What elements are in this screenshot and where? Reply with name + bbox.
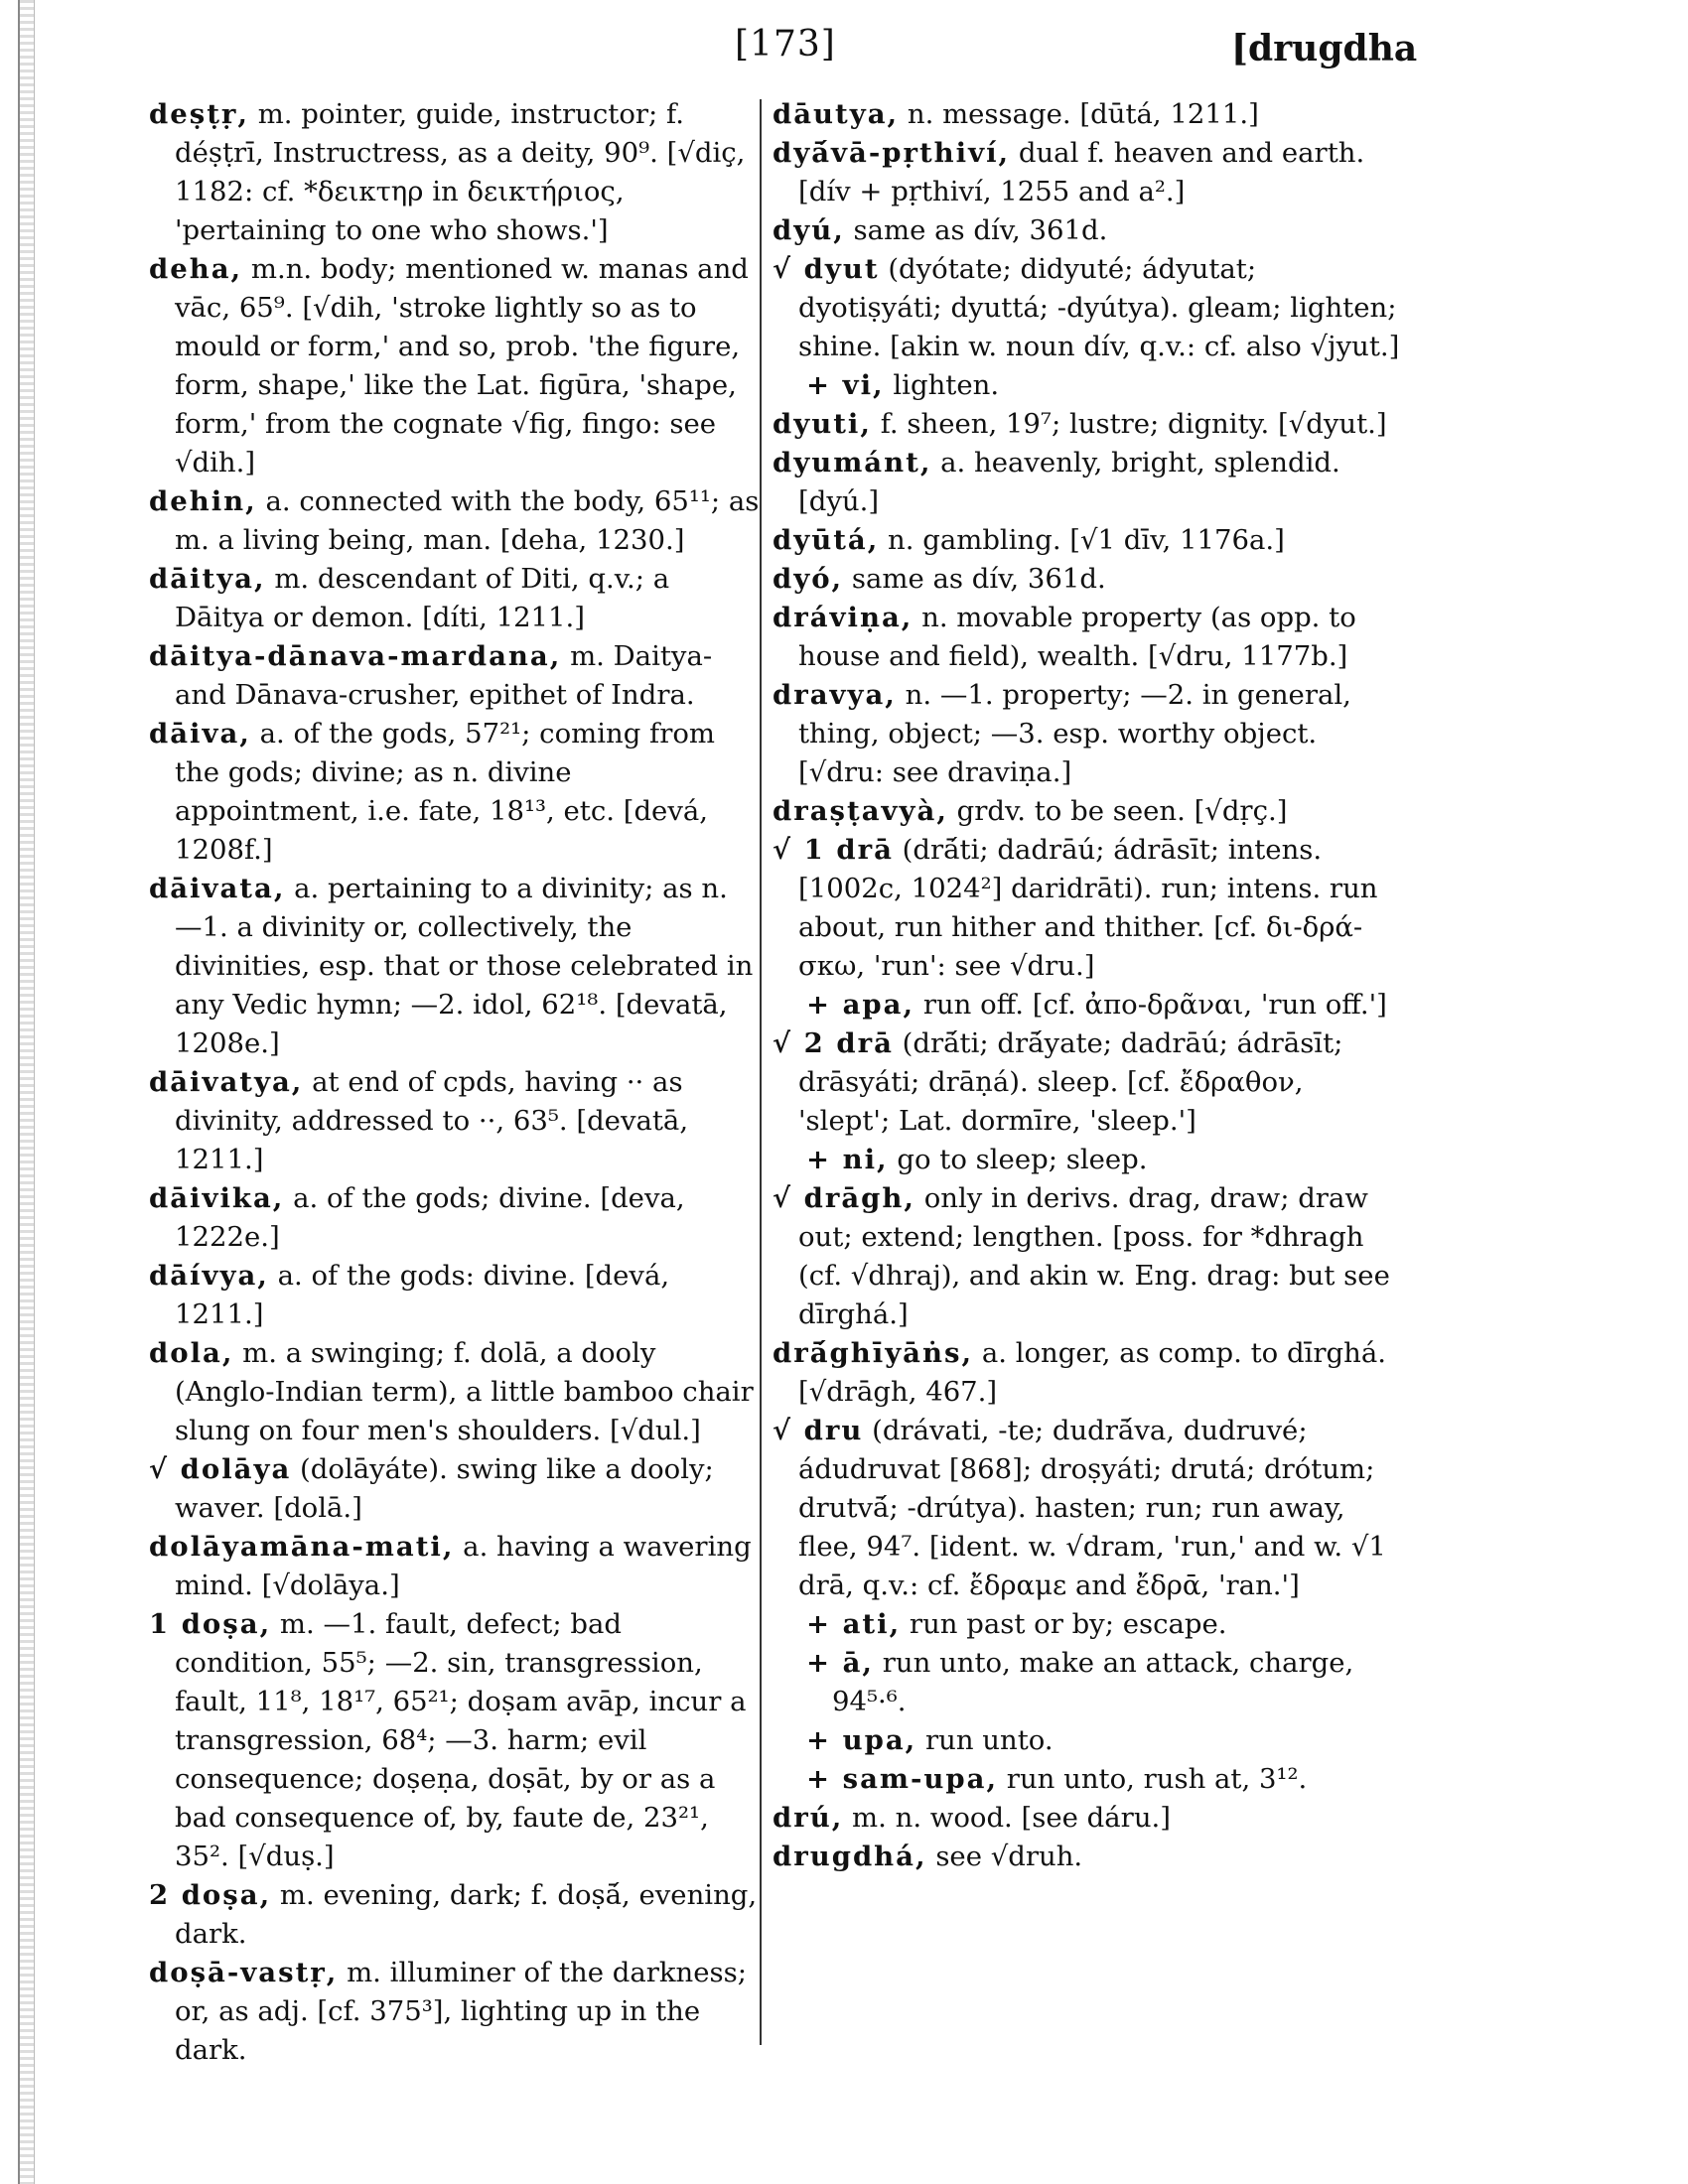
dictionary-entry <box>773 1838 1400 1876</box>
headword: √ dru <box>773 1415 864 1446</box>
headword: dyumánt, <box>773 447 932 478</box>
definition: a. of the gods: divine. [devá, 1211.] <box>175 1260 670 1330</box>
headword: dāivika, <box>149 1182 285 1214</box>
definition: n. message. [dūtá, 1211.] <box>907 98 1259 130</box>
left-column <box>149 95 760 2070</box>
dictionary-entry <box>149 870 760 1063</box>
headword: dāiva, <box>149 718 251 750</box>
headword: + ni, <box>806 1144 889 1175</box>
sub-entry <box>773 986 1400 1024</box>
definition: m.n. body; mentioned w. manas and vāc, 65⁹. [√dih, 'stroke lightly so as to mould or form,' and so, prob. 'the figure, form, shape,' like the Lat. figūra, 'shape, form,' from the cognate √fig, fingo: see √dih.] <box>175 253 749 478</box>
definition: same as dív, 361d. <box>851 563 1106 595</box>
sub-entry <box>773 1760 1400 1799</box>
definition: m. n. wood. [see dáru.] <box>852 1802 1171 1834</box>
definition: dual f. heaven and earth. [dív + pṛthiví, 1255 and a².] <box>798 137 1365 207</box>
dictionary-entry <box>149 1063 760 1179</box>
sub-entry <box>773 1644 1400 1721</box>
sub-entry <box>773 1141 1400 1179</box>
headword: dāitya, <box>149 563 266 595</box>
definition: m. descendant of Diti, q.v.; a Dāitya or demon. [díti, 1211.] <box>175 563 670 633</box>
headword: √ drāgh, <box>773 1182 915 1214</box>
dictionary-entry <box>773 792 1400 831</box>
headword: dolāyamāna-mati, <box>149 1531 455 1563</box>
definition: (drā́ti; dadrāú; ádrāsīt; intens. [1002c, 1024²] daridrāti). run; intens. run about, run hither and thither. [cf. δι-δρά-σκω, 'run': see √dru.] <box>798 834 1378 982</box>
headword: doṣā-vastṛ, <box>149 1957 339 1988</box>
headword: dāutya, <box>773 98 900 130</box>
definition: run unto. <box>924 1724 1054 1756</box>
headword: dehin, <box>149 485 257 517</box>
dictionary-entry <box>149 1450 760 1528</box>
headword: + ā, <box>806 1647 875 1679</box>
dictionary-entry <box>149 560 760 637</box>
dictionary-entry <box>149 1334 760 1450</box>
definition: f. sheen, 19⁷; lustre; dignity. [√dyut.] <box>880 408 1387 440</box>
headword: deṣṭṛ, <box>149 98 249 130</box>
dictionary-entry <box>773 444 1400 521</box>
right-column <box>773 95 1400 1876</box>
headword: dyūtá, <box>773 524 880 556</box>
dictionary-entry <box>773 405 1400 444</box>
dictionary-entry <box>149 1605 760 1876</box>
definition: grdv. to be seen. [√dṛç.] <box>956 795 1288 827</box>
definition: run unto, make an attack, charge, 94⁵·⁶. <box>832 1647 1354 1717</box>
definition: n. gambling. [√1 dīv, 1176a.] <box>888 524 1285 556</box>
definition: same as dív, 361d. <box>853 214 1108 246</box>
dictionary-entry <box>149 1257 760 1334</box>
headword: deha, <box>149 253 243 285</box>
headword: √ 1 drā <box>773 834 894 866</box>
definition: run unto, rush at, 3¹². <box>1006 1763 1308 1795</box>
definition: only in derivs. drag, draw; draw out; extend; lengthen. [poss. for *dhragh (cf. √dhraj), and akin w. Eng. drag: but see dīrghá.] <box>798 1182 1390 1330</box>
definition: see √druh. <box>935 1841 1083 1872</box>
headword: dyú, <box>773 214 845 246</box>
headword: √ 2 drā <box>773 1027 894 1059</box>
definition: m. —1. fault, defect; bad condition, 55⁵; —2. sin, transgression, fault, 11⁸, 18¹⁷, 65²¹; doṣam avāp, incur a transgression, 68⁴; —3. harm; evil consequence; doṣeṇa, doṣāt, by or as a bad consequence of, by, faute de, 23²¹, 35². [√duṣ.] <box>175 1608 747 1872</box>
headword: dráviṇa, <box>773 602 914 633</box>
headword: 1 doṣa, <box>149 1608 272 1640</box>
sub-entry <box>773 1605 1400 1644</box>
definition: (drávati, -te; dudrā́va, dudruvé; ádudruvat [868]; droṣyáti; drutá; drótum; drutvā́; -drútya). hasten; run; run away, flee, 94⁷. [ident. w. √dram, 'run,' and w. √1 drā, q.v.: cf. ἔδραμε and ἔδρᾱ, 'ran.'] <box>798 1415 1386 1601</box>
headword: dyuti, <box>773 408 872 440</box>
dictionary-entry <box>149 637 760 715</box>
dictionary-entry <box>149 95 760 250</box>
definition: a. of the gods; divine. [deva, 1222e.] <box>175 1182 685 1253</box>
definition: a. longer, as comp. to dīrghá. [√drāgh, 467.] <box>798 1337 1386 1408</box>
dictionary-entry <box>149 1954 760 2070</box>
headword: dola, <box>149 1337 234 1369</box>
dictionary-entry <box>773 599 1400 676</box>
dictionary-entry <box>773 831 1400 986</box>
headword: draṣṭavyà, <box>773 795 948 827</box>
dictionary-entry <box>149 715 760 870</box>
dictionary-entry <box>149 1876 760 1954</box>
headword: dāívya, <box>149 1260 269 1292</box>
definition: m. illuminer of the darkness; or, as adj. [cf. 375³], lighting up in the dark. <box>175 1957 748 2066</box>
dictionary-entry <box>149 250 760 482</box>
running-head: [drugdha <box>1231 28 1418 69</box>
headword: dāivata, <box>149 873 286 904</box>
dictionary-entry <box>773 250 1400 366</box>
dictionary-entry <box>149 482 760 560</box>
definition: m. pointer, guide, instructor; f. déṣṭrī, Instructress, as a deity, 90⁹. [√diç, 1182: cf. *δεικτηρ in δεικτήριος, 'pertaining to one who shows.'] <box>175 98 746 246</box>
definition: lighten. <box>893 369 1000 401</box>
dictionary-entry <box>773 1412 1400 1605</box>
dictionary-entry <box>773 1024 1400 1141</box>
definition: a. having a wavering mind. [√dolāya.] <box>175 1531 752 1601</box>
headword: + upa, <box>806 1724 917 1756</box>
definition: a. connected with the body, 65¹¹; as m. a living being, man. [deha, 1230.] <box>175 485 760 556</box>
headword: drā́ghīyāṅs, <box>773 1337 974 1369</box>
definition: m. Daitya-and Dānava-crusher, epithet of Indra. <box>175 640 713 711</box>
dictionary-entry <box>773 211 1400 250</box>
definition: m. evening, dark; f. doṣā́, evening, dark. <box>175 1879 758 1950</box>
headword: dyó, <box>773 563 844 595</box>
dictionary-entry <box>773 95 1400 134</box>
dictionary-entry <box>773 560 1400 599</box>
headword: √ dyut <box>773 253 880 285</box>
sub-entry <box>773 1721 1400 1760</box>
headword: 2 doṣa, <box>149 1879 272 1911</box>
headword: + sam-upa, <box>806 1763 999 1795</box>
dictionary-entry <box>773 1179 1400 1334</box>
definition: go to sleep; sleep. <box>897 1144 1148 1175</box>
headword: + vi, <box>806 369 885 401</box>
dictionary-entry <box>149 1528 760 1605</box>
dictionary-entry <box>773 1799 1400 1838</box>
headword: dāivatya, <box>149 1066 304 1098</box>
definition: at end of cpds, having ·· as divinity, addressed to ··, 63⁵. [devatā, 1211.] <box>175 1066 689 1175</box>
definition: a. pertaining to a divinity; as n. —1. a divinity or, collectively, the divinities, esp. that or those celebrated in any Vedic hymn; —2. idol, 62¹⁸. [devatā, 1208e.] <box>175 873 754 1059</box>
definition: n. movable property (as opp. to house and field), wealth. [√dru, 1177b.] <box>798 602 1356 672</box>
dictionary-entry <box>773 521 1400 560</box>
definition: m. a swinging; f. dolā, a dooly (Anglo-Indian term), a little bamboo chair slung on four men's shoulders. [√dul.] <box>175 1337 754 1446</box>
sub-entry <box>773 366 1400 405</box>
definition: (dyótate; didyuté; ádyutat; dyotiṣyáti; dyuttá; -dyútya). gleam; lighten; shine. [akin w. noun dív, q.v.: cf. also √jyut.] <box>798 253 1400 362</box>
headword: dravya, <box>773 679 897 711</box>
dictionary-entry <box>773 676 1400 792</box>
dictionary-entry <box>773 134 1400 211</box>
definition: (drā́ti; drā́yate; dadrāú; ádrāsīt; drāsyáti; drāṇá). sleep. [cf. ἔδραθον, 'slept'; Lat. dormīre, 'sleep.'] <box>798 1027 1343 1137</box>
definition: n. —1. property; —2. in general, thing, object; —3. esp. worthy object. [√dru: see draviṇa.] <box>798 679 1351 788</box>
headword: drugdhá, <box>773 1841 927 1872</box>
definition: a. heavenly, bright, splendid. [dyú.] <box>798 447 1340 517</box>
column-divider <box>760 99 762 2045</box>
headword: √ dolāya <box>149 1453 292 1485</box>
page-number: [173] <box>735 24 836 65</box>
dictionary-entry <box>773 1334 1400 1412</box>
headword: drú, <box>773 1802 844 1834</box>
definition: (dolāyáte). swing like a dooly; waver. [dolā.] <box>175 1453 714 1524</box>
definition: a. of the gods, 57²¹; coming from the gods; divine; as n. divine appointment, i.e. fate, 18¹³, etc. [devá, 1208f.] <box>175 718 716 866</box>
headword: + apa, <box>806 989 915 1021</box>
headword: dyā́vā-pṛthiví, <box>773 137 1011 169</box>
headword: + ati, <box>806 1608 902 1640</box>
definition: run past or by; escape. <box>909 1608 1227 1640</box>
dictionary-entry <box>149 1179 760 1257</box>
definition: run off. [cf. ἀπο-δρᾶναι, 'run off.'] <box>922 989 1387 1021</box>
binding-edge <box>18 0 35 2184</box>
headword: dāitya-dānava-mardana, <box>149 640 562 672</box>
